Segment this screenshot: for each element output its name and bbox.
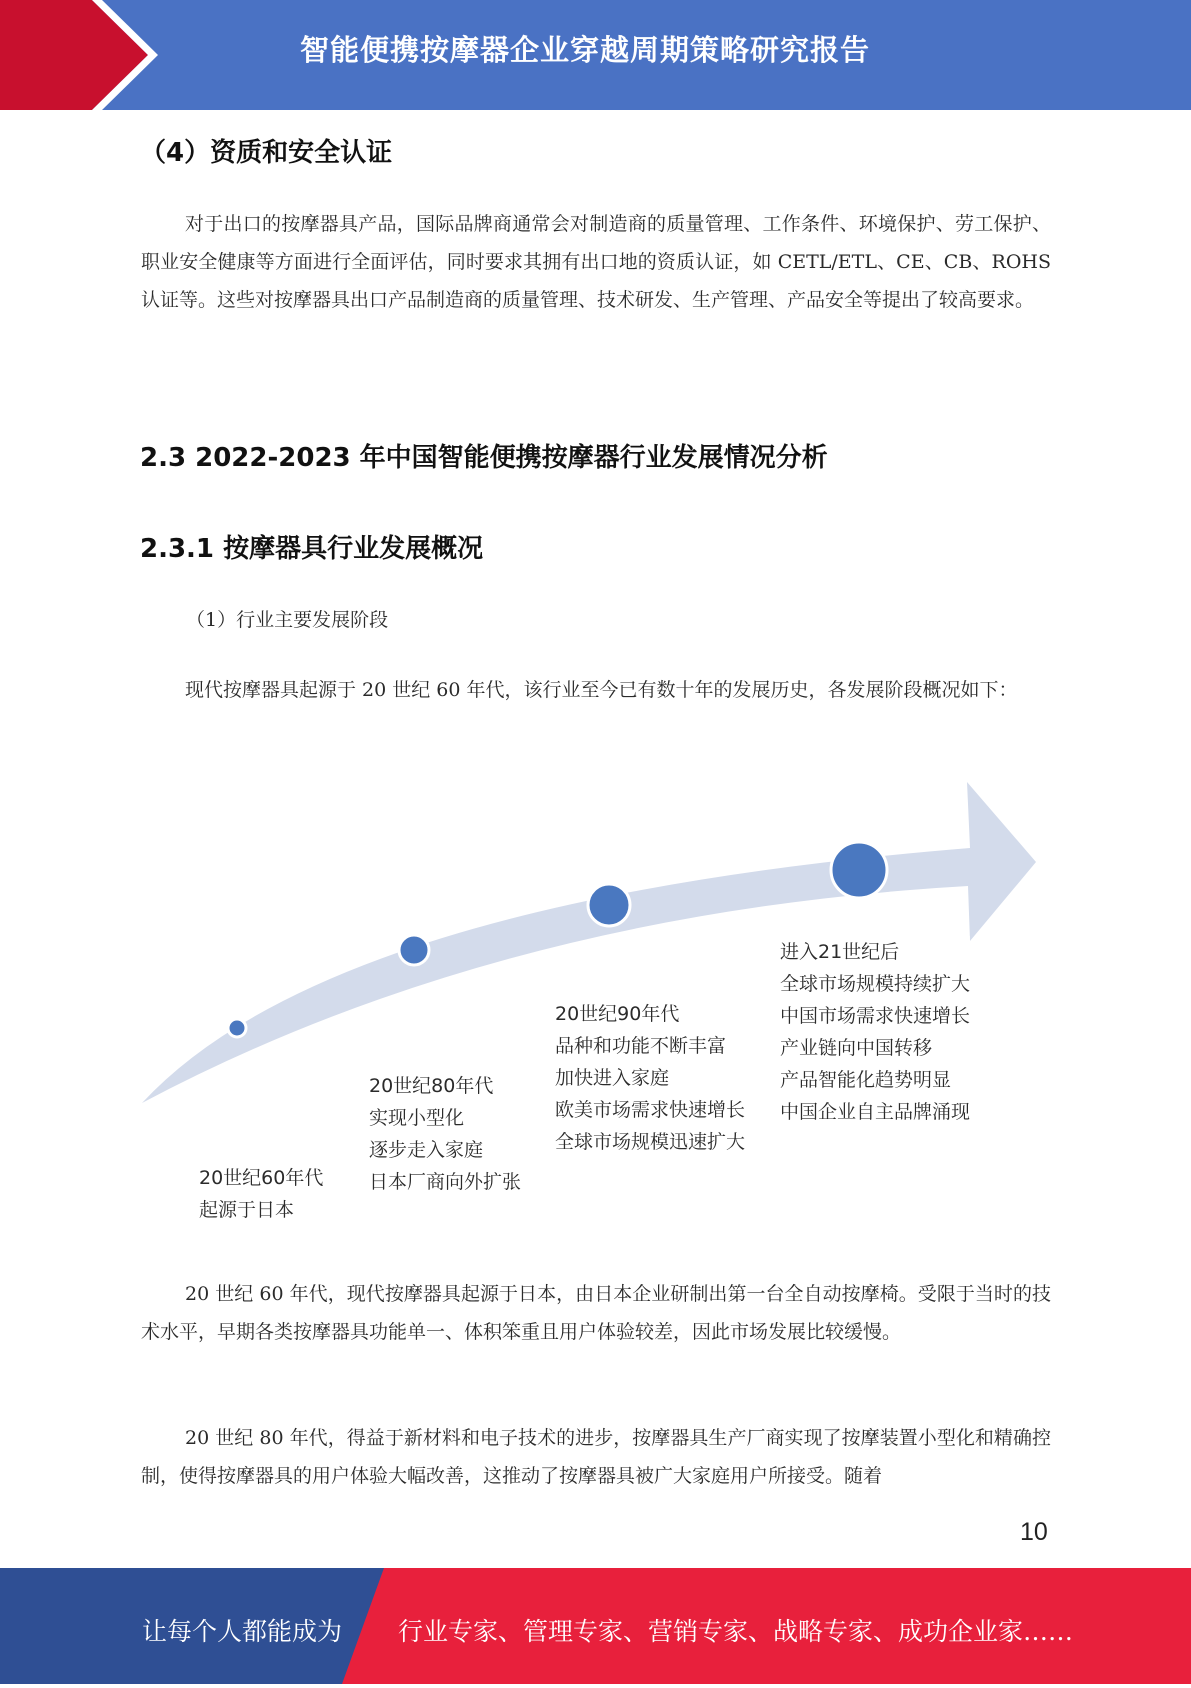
stage-60s-text [199,1162,323,1226]
footer-slogan-right: 行业专家、管理专家、营销专家、战略专家、成功企业家…… [398,1617,1074,1646]
stage-dot-60s [228,1019,246,1037]
section-2-3-heading: 2.3 2022-2023 年中国智能便携按摩器行业发展情况分析 [140,443,828,473]
stage-dot-80s [399,935,429,965]
cert-heading: （4）资质和安全认证 [140,138,393,168]
paragraph-1980s: 20 世纪 80 年代，得益于新材料和电子技术的进步，按摩器具生产厂商实现了按摩装置小型化和精确控制，使得按摩器具的用户体验大幅改善，这推动了按摩器具被广大家庭用户所接受。随着 [141,1427,1051,1487]
stage-line: 品种和功能不断丰富 [555,1030,745,1062]
development-timeline-diagram [140,770,1040,1240]
stage-line: 全球市场规模持续扩大 [780,968,970,1000]
stage-line: 进入21世纪后 [780,936,970,968]
stage-line: 20世纪90年代 [555,998,745,1030]
stage-line: 欧美市场需求快速增长 [555,1094,745,1126]
intro-paragraph: 现代按摩器具起源于 20 世纪 60 年代，该行业至今已有数十年的发展历史，各发展阶段概况如下： [185,679,1018,701]
subheading-development-stages: （1）行业主要发展阶段 [186,609,389,631]
stage-line: 全球市场规模迅速扩大 [555,1126,745,1158]
stage-line: 20世纪60年代 [199,1162,323,1194]
stage-line: 日本厂商向外扩张 [369,1166,521,1198]
stage-21c-text [780,936,970,1128]
stage-dot-90s [588,884,630,926]
stage-90s-text [555,998,745,1158]
stage-line: 加快进入家庭 [555,1062,745,1094]
stage-line: 中国企业自主品牌涌现 [780,1096,970,1128]
stage-line: 实现小型化 [369,1102,521,1134]
paragraph-1960s: 20 世纪 60 年代，现代按摩器具起源于日本，由日本企业研制出第一台全自动按摩椅。受限于当时的技术水平，早期各类按摩器具功能单一、体积笨重且用户体验较差，因此市场发展比较缓慢。 [141,1283,1051,1343]
stage-line: 产业链向中国转移 [780,1032,970,1064]
footer-slogan-left: 让每个人都能成为 [142,1617,343,1646]
page-number: 10 [1020,1518,1048,1546]
page-header [0,0,1191,110]
stage-line: 中国市场需求快速增长 [780,1000,970,1032]
stage-line: 逐步走入家庭 [369,1134,521,1166]
report-title: 智能便携按摩器企业穿越周期策略研究报告 [300,33,871,67]
stage-80s-text [369,1070,521,1198]
section-2-3-1-heading: 2.3.1 按摩器具行业发展概况 [140,534,484,564]
stage-line: 起源于日本 [199,1194,323,1226]
stage-line: 20世纪80年代 [369,1070,521,1102]
cert-paragraph: 对于出口的按摩器具产品，国际品牌商通常会对制造商的质量管理、工作条件、环境保护、劳工保护、职业安全健康等方面进行全面评估，同时要求其拥有出口地的资质认证，如 CETL/ETL、CE、CB、ROHS 认证等。这些对按摩器具出口产品制造商的质量管理、技术研发、生产管理、产品安全等提出了较高要求。 [141,213,1051,311]
stage-line: 产品智能化趋势明显 [780,1064,970,1096]
stage-dot-21c [831,842,887,898]
